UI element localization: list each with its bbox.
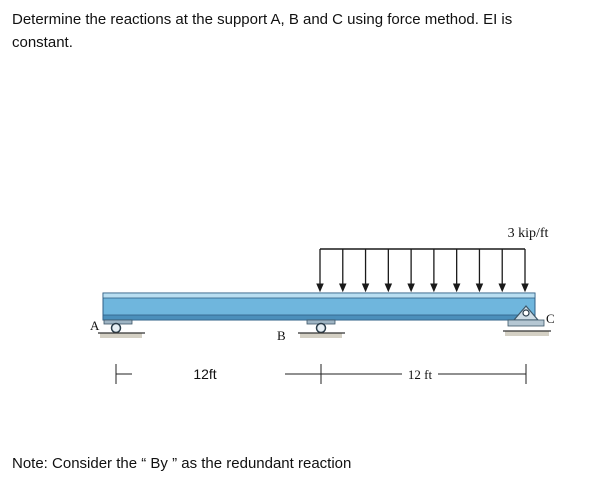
- load-arrow: [522, 249, 528, 291]
- question-line-2: constant.: [12, 34, 73, 51]
- note-text: Note: Consider the “ By ” as the redundant reaction: [12, 455, 352, 472]
- support-a-ground: [100, 333, 142, 338]
- beam-top-flange: [103, 293, 535, 298]
- support-b: [298, 320, 345, 338]
- load-arrow: [385, 249, 391, 291]
- load-arrow: [499, 249, 505, 291]
- support-b-ground: [300, 333, 342, 338]
- span-bc-label: 12 ft: [407, 367, 433, 382]
- load-arrow: [408, 249, 414, 291]
- load-arrow: [454, 249, 460, 291]
- load-arrow: [431, 249, 437, 291]
- support-a-roller: [112, 324, 121, 333]
- support-c-pin-hole: [523, 310, 529, 316]
- span-ab-label: 12ft: [193, 366, 217, 382]
- beam: [103, 293, 535, 320]
- load-arrows: [317, 249, 528, 291]
- load-arrow: [340, 249, 346, 291]
- load-arrow: [363, 249, 369, 291]
- support-a-label: A: [90, 318, 100, 333]
- support-c-label: C: [546, 311, 555, 326]
- support-b-roller: [317, 324, 326, 333]
- load-arrow: [317, 249, 323, 291]
- dimension-line: [116, 364, 526, 384]
- beam-bottom-flange: [103, 315, 535, 320]
- distributed-load: [317, 249, 528, 291]
- support-a: [98, 320, 145, 338]
- support-b-label: B: [277, 328, 286, 343]
- question-line-1: Determine the reactions at the support A, B and C using force method. EI is: [12, 11, 513, 28]
- load-arrow: [476, 249, 482, 291]
- support-c-base: [508, 320, 544, 326]
- support-c-ground: [505, 331, 549, 336]
- load-label: 3 kip/ft: [507, 226, 549, 241]
